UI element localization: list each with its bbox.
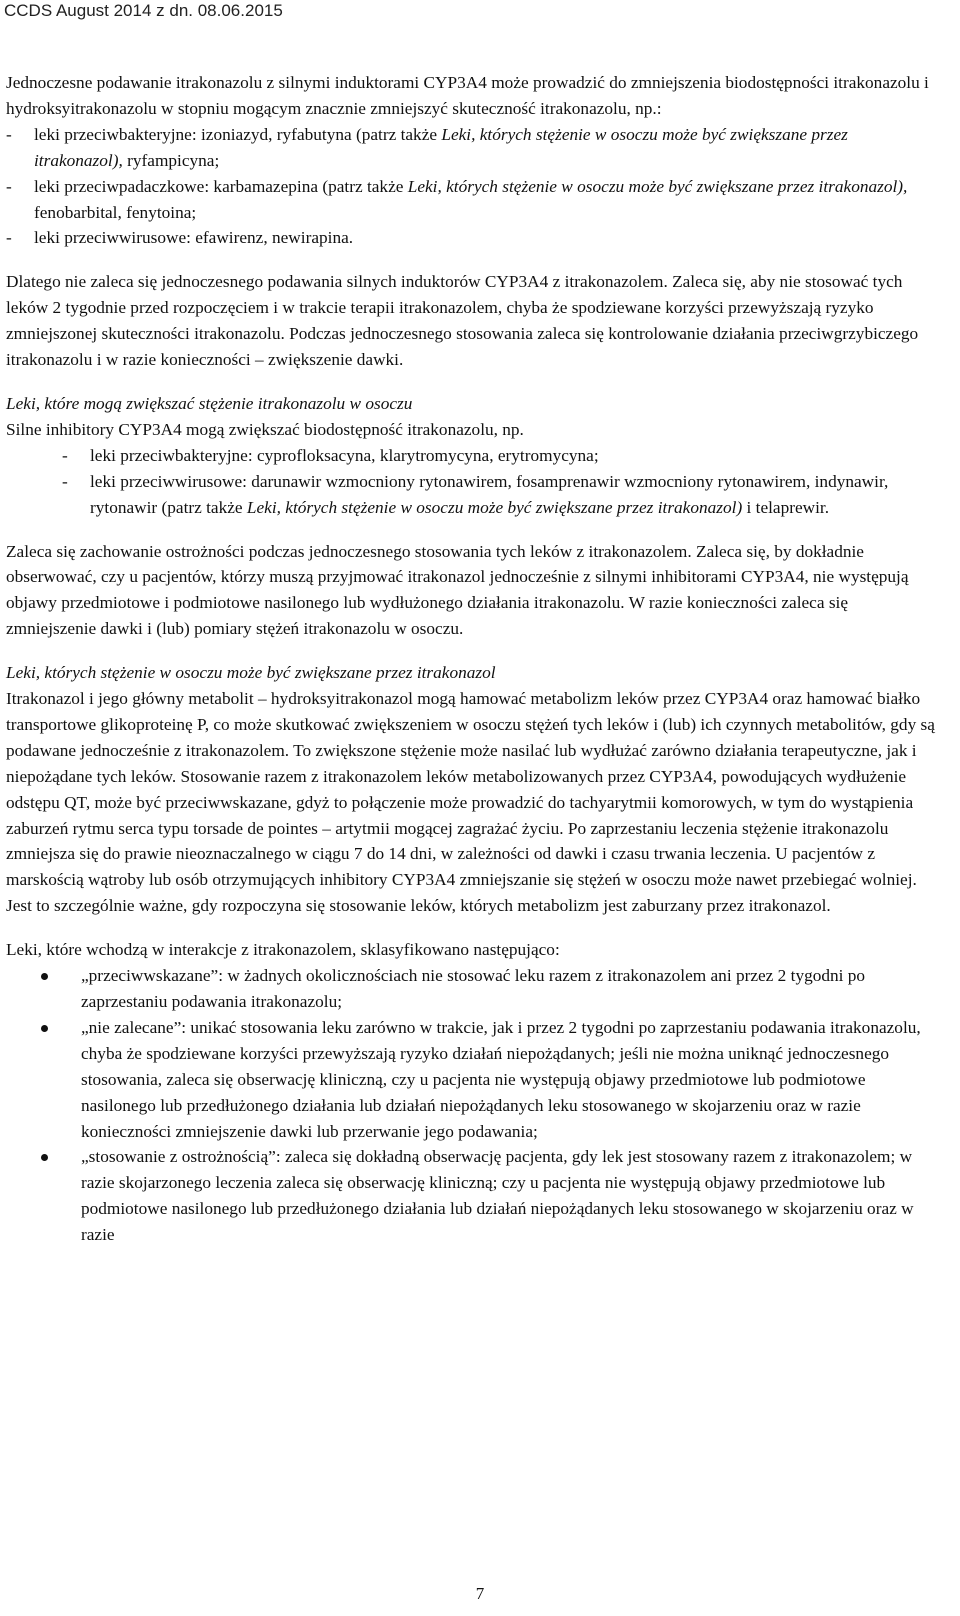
- inducers-list: [6, 122, 936, 252]
- list-item: - leki przeciwpadaczkowe: karbamazepina (patrz także Leki, których stężenie w osoczu może być zwiększane przez itrakonazol), fenobarbital, fenytoina;: [6, 174, 936, 226]
- section-heading-affected: Leki, których stężenie w osoczu może być zwiększane przez itrakonazol: [6, 663, 496, 683]
- list-item: „przeciwwskazane”: w żadnych okolicznościach nie stosować leku razem z itrakonazolem ani przez 2 tygodni po zaprzestaniu podawania itrakonazolu;: [41, 963, 936, 1015]
- bullet-icon: [41, 1025, 48, 1032]
- dash-marker: -: [6, 124, 12, 144]
- affected-paragraph: Itrakonazol i jego główny metabolit – hydroksyitrakonazol mogą hamować metabolizm leków przez CYP3A4 oraz hamować białko transportowe glikoproteinę P, co może skutkować zwiększeniem w osoczu stężeń tych leków i (lub) ich czynnych metabolitów, gdy są podawane jednocześnie z itrakonazolem. To zwiększone stężenie może nasilać lub wydłużać zarówno działania terapeutyczne, jak i niepożądane tych leków. Stosowanie razem z itrakonazolem leków metabolizowanych przez CYP3A4, powodujących wydłużenie odstępu QT, może być przeciwwskazane, gdyż to połączenie może prowadzić do tachyarytmii komorowych, w tym do wystąpienia zaburzeń rytmu serca typu torsade de pointes – artytmii mogącej zagrażać życiu. Po zaprzestaniu leczenia stężenie itrakonazolu zmniejsza się do prawie nieoznaczalnego w ciągu 7 do 14 dni, w zależności od dawki i czasu trwania leczenia. U pacjentów z marskością wątroby lub osób otrzymujących inhibitory CYP3A4 zmniejszanie się stężeń w osoczu może nawet przebiegać wolniej. Jest to szczególnie ważne, gdy rozpoczyna się stosowanie leków, których metabolizm jest zaburzany przez itrakonazol.: [6, 689, 935, 916]
- dash-marker: -: [62, 471, 68, 491]
- page-number: 7: [475, 1584, 485, 1603]
- inhibitors-list: [6, 443, 936, 521]
- caution-paragraph: Zaleca się zachowanie ostrożności podczas jednoczesnego stosowania tych leków z itrakonazolem. Zaleca się, by dokładnie obserwować, czy u pacjentów, którzy muszą przyjmować itrakonazol jednocześnie z silnymi inhibitorami CYP3A4, nie występują objawy przedmiotowe i podmiotowe nasilonego lub wydłużonego działania itrakonazolu. W razie konieczności zaleca się zmniejszenie dawki i (lub) pomiary stężeń itrakonazolu w osoczu.: [6, 541, 909, 639]
- classification-intro: Leki, które wchodzą w interakcje z itrakonazolem, sklasyfikowano następująco:: [6, 940, 560, 960]
- list-item: - leki przeciwwirusowe: darunawir wzmocniony rytonawirem, fosamprenawir wzmocniony rytonawirem, indynawir, rytonawir (patrz także Leki, których stężenie w osoczu może być zwiększane przez itrakonazol) i telaprewir.: [56, 469, 936, 521]
- page-header: CCDS August 2014 z dn. 08.06.2015: [4, 1, 283, 20]
- inducers-recommendation: Dlatego nie zaleca się jednoczesnego podawania silnych induktorów CYP3A4 z itrakonazolem. Zaleca się, aby nie stosować tych leków 2 tygodnie przed rozpoczęciem i w trakcie terapii itrakonazolem, chyba że spodziewane korzyści przewyższają ryzyko zmniejszonej skuteczności itrakonazolu. Podczas jednoczesnego stosowania zaleca się kontrolowanie działania przeciwgrzybiczego itrakonazolu i w razie konieczności – zwiększenie dawki.: [6, 272, 919, 370]
- list-item: - leki przeciwbakteryjne: cyproflоksacyna, klarytromycyna, erytromycyna;: [56, 443, 936, 469]
- inhibitors-intro: Silne inhibitory CYP3A4 mogą zwiększać biodostępność itrakonazolu, np.: [6, 419, 524, 439]
- list-item: - leki przeciwwirusowe: efawirenz, newirapina.: [6, 225, 936, 251]
- document-body: [6, 70, 936, 1248]
- dash-marker: -: [6, 176, 12, 196]
- dash-marker: -: [6, 228, 12, 248]
- dash-marker: -: [62, 445, 68, 465]
- classification-list: [6, 963, 936, 1248]
- bullet-icon: [41, 1154, 48, 1161]
- list-item: - leki przeciwbakteryjne: izoniazyd, ryfabutyna (patrz także Leki, których stężenie w osoczu może być zwiększane przez itrakonazol), ryfampicyna;: [6, 122, 936, 174]
- list-item: „nie zalecane”: unikać stosowania leku zarówno w trakcie, jak i przez 2 tygodni po zaprzestaniu podawania itrakonazolu, chyba że spodziewane korzyści przewyższają ryzyko działań niepożądanych; jeśli nie można uniknąć jednoczesnego stosowania, zaleca się obserwację kliniczną, czy u pacjenta nie występują objawy przedmiotowe lub podmiotowe nasilonego lub przedłużonego działania lub działań niepożądanych leku stosowanego w skojarzeniu oraz w razie konieczności zmniejszenie dawki lub przerwanie jego podawania;: [41, 1015, 936, 1145]
- list-item: „stosowanie z ostrożnością”: zaleca się dokładną obserwację pacjenta, gdy lek jest stosowany razem z itrakonazolem; w razie skojarzonego leczenia zaleca się obserwację kliniczną; czy u pacjenta nie występują objawy przedmiotowe lub podmiotowe nasilonego lub przedłużonego działania lub działań niepożądanych leku stosowanego w skojarzeniu oraz w razie: [41, 1144, 936, 1248]
- intro-paragraph: Jednoczesne podawanie itrakonazolu z silnymi induktorami CYP3A4 może prowadzić do zmniejszenia biodostępności itrakonazolu i hydroksyitrakonazolu w stopniu mogącym znacznie zmniejszyć skuteczność itrakonazolu, np.:: [6, 73, 929, 118]
- bullet-icon: [41, 973, 48, 980]
- section-heading-increase: Leki, które mogą zwiększać stężenie itrakonazolu w osoczu: [6, 393, 413, 413]
